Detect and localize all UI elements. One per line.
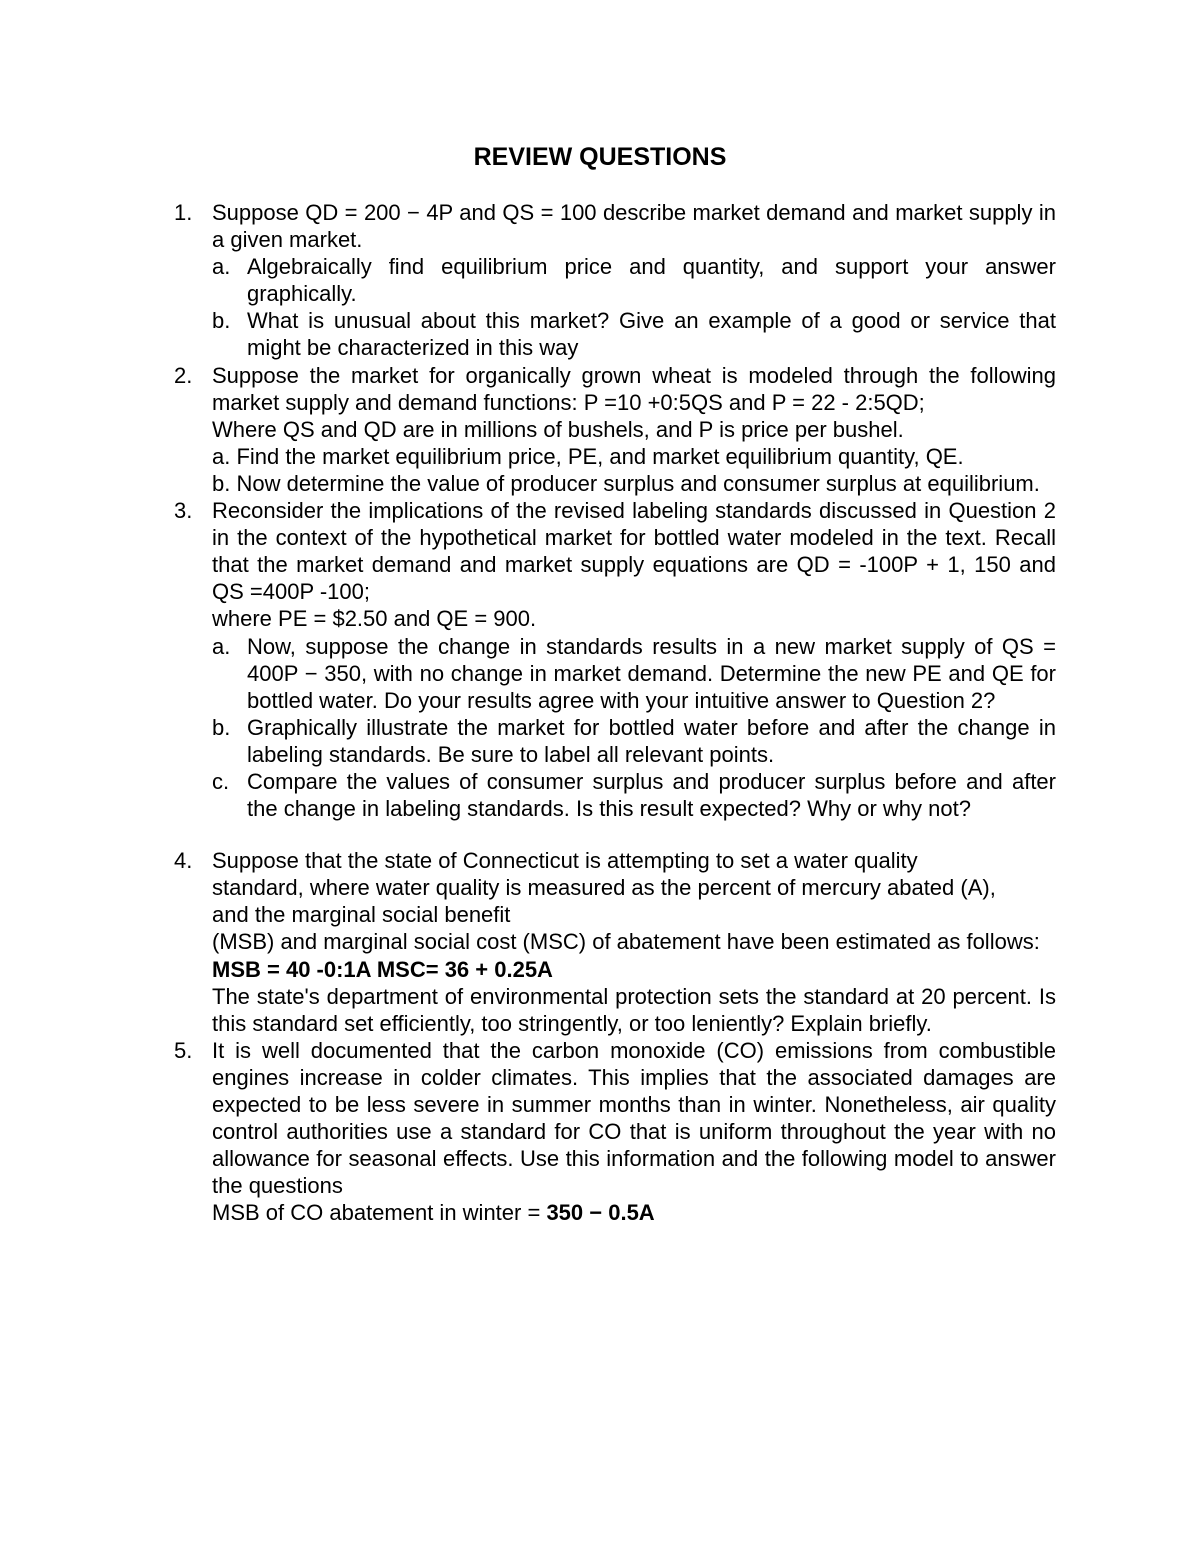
sub-marker: b. [212,308,231,334]
question-list [174,199,1056,1226]
question-text: Suppose the market for organically grown wheat is modeled through the following market supply and demand functions: P =10 +0:5QS and P = 22 - 2:5QD; [212,362,1056,415]
sub-text: Compare the values of consumer surplus and producer surplus before and after the change in labeling standards. Is this result expected? Why or why not? [247,768,1056,822]
question-number: 3. [174,498,193,524]
question-3-note: where PE = $2.50 and QE = 900. [212,606,537,632]
sub-text: Graphically illustrate the market for bottled water before and after the change in labeling standards. Be sure to label all relevant points. [247,714,1056,767]
sub-text: What is unusual about this market? Give an example of a good or service that might be characterized in this way [247,308,1056,361]
formula-label: MSB of CO abatement in winter = [212,1200,547,1226]
question-2b: b. Now determine the value of producer surplus and consumer surplus at equilibrium. [212,470,1040,496]
question-1a [212,253,1056,307]
sub-marker: a. [212,633,231,659]
question-number: 1. [174,200,193,225]
question-1b [212,307,1056,361]
question-3 [174,497,1056,605]
sub-text: Algebraically find equilibrium price and quantity, and support your answer graphically. [247,254,1056,307]
question-4 [174,847,1056,928]
sub-marker: c. [212,768,230,794]
question-number: 5. [174,1037,193,1063]
question-2-note: Where QS and QD are in millions of bushels, and P is price per bushel. [212,416,904,442]
question-3a [212,633,1056,714]
question-1 [174,199,1056,253]
question-3c [212,768,1056,822]
question-5 [174,1037,1056,1200]
question-line: and the marginal social benefit [212,902,511,928]
question-2a: a. Find the market equilibrium price, PE, and market equilibrium quantity, QE. [212,443,964,469]
question-2 [174,362,1056,416]
question-4-prompt: The state's department of environmental protection sets the standard at 20 percent. Is this standard set efficiently, too stringently, or too leniently? Explain briefly. [212,983,1056,1036]
question-text: Suppose QD = 200 − 4P and QS = 100 describe market demand and market supply in a given market. [212,200,1056,253]
question-text: It is well documented that the carbon monoxide (CO) emissions from combustible engines increase in colder climates. This implies that the associated damages are expected to be less severe in summer months than in winter. Nonetheless, air quality control authorities use a standard for CO that is uniform throughout the year with no allowance for seasonal effects. Use this information and the following model to answer the questions [212,1037,1056,1199]
question-number: 2. [174,362,193,388]
formula-value: 350 − 0.5A [546,1200,655,1226]
question-number: 4. [174,848,193,874]
page-title: REVIEW QUESTIONS [473,143,727,171]
question-line: Suppose that the state of Connecticut is attempting to set a water quality [212,848,918,874]
question-4-text: (MSB) and marginal social cost (MSC) of abatement have been estimated as follows: [212,929,1040,955]
question-3b [212,714,1056,768]
question-line: standard, where water quality is measured as the percent of mercury abated (A), [212,875,996,901]
sub-text: Now, suppose the change in standards results in a new market supply of QS = 400P − 350, with no change in market demand. Determine the new PE and QE for bottled water. Do your results agree with your intuitive answer to Question 2? [247,633,1056,713]
sub-marker: b. [212,714,231,740]
question-5-formula-line [212,1199,1056,1226]
sub-marker: a. [212,254,231,280]
question-4-formula: MSB = 40 -0:1A MSC= 36 + 0.25A [212,956,553,982]
question-text: Reconsider the implications of the revised labeling standards discussed in Question 2 in the context of the hypothetical market for bottled water modeled in the text. Recall that the market demand and market supply equations are QD = -100P + 1, 150 and QS =400P -100; [212,498,1056,605]
spacer [212,822,1056,847]
